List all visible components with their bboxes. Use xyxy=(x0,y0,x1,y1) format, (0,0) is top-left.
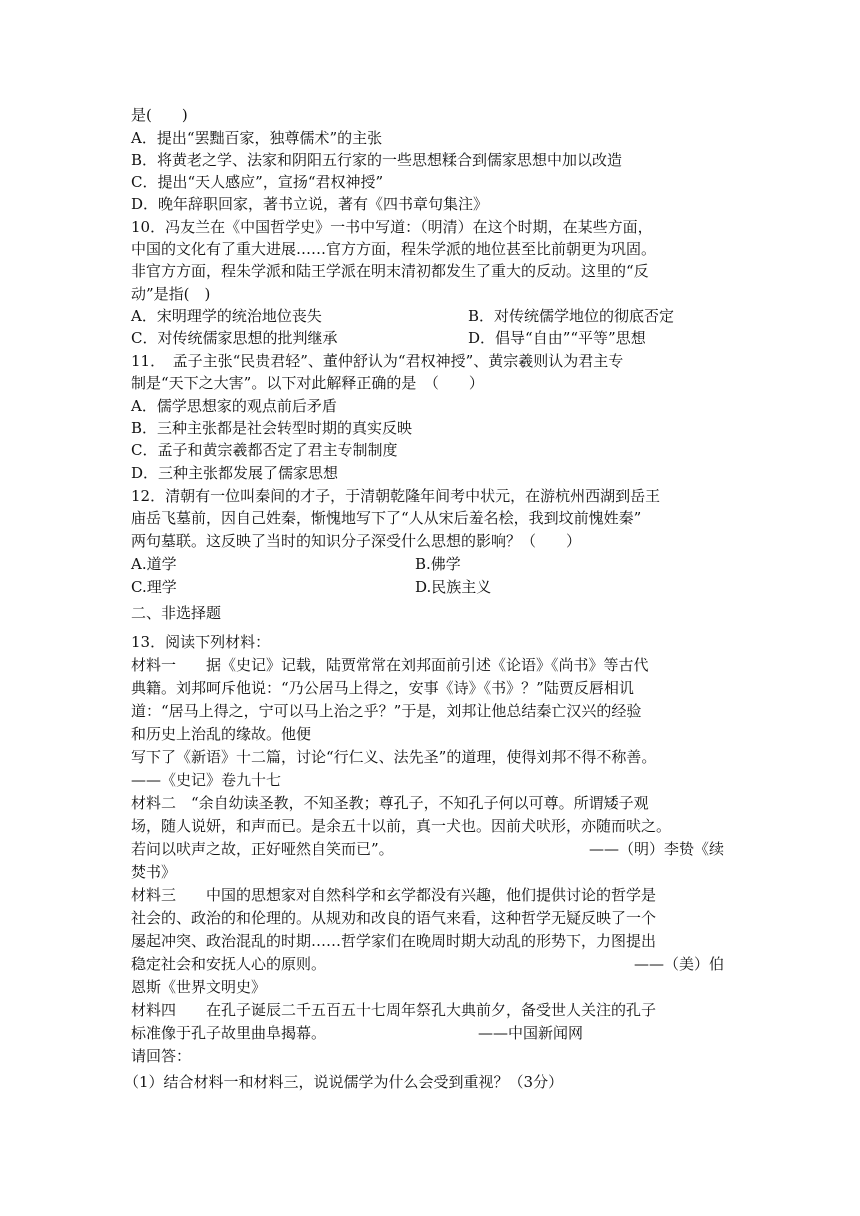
q11-option-c: C．孟子和黄宗羲都否定了君主专制制度 xyxy=(131,441,398,459)
q10-stem-line-2: 中国的文化有了重大进展……官方方面，程朱学派的地位甚至比前朝更为巩固。 xyxy=(131,240,657,258)
q12-option-d: D.民族主义 xyxy=(415,578,492,596)
q10-stem-line-1: 10．冯友兰在《中国哲学史》一书中写道：（明清）在这个时期，在某些方面， xyxy=(131,218,653,236)
q12-option-c: C.理学 xyxy=(131,578,177,596)
material-3-source: ——（美）伯 xyxy=(633,955,724,973)
material-3-line-2: 社会的、政治的和伦理的。从规劝和改良的语气来看，这种哲学无疑反映了一个 xyxy=(131,909,657,927)
q11-option-b: B．三种主张都是社会转型时期的真实反映 xyxy=(131,419,413,437)
q13-intro: 13．阅读下列材料： xyxy=(131,633,271,651)
material-1-line-3: 道：“居马上得之，宁可以马上治之乎？”于是，刘邦让他总结秦亡汉兴的经验 xyxy=(131,702,642,720)
material-2-source: ——（明）李贽《续 xyxy=(588,840,724,858)
material-3-line-1: 材料三 中国的思想家对自然科学和玄学都没有兴趣，他们提供讨论的哲学是 xyxy=(131,886,657,904)
material-3-line-4: 稳定社会和安抚人心的原则。 xyxy=(131,955,327,973)
material-1-line-5: 写下了《新语》十二篇，讨论“行仁义、法先圣”的道理，使得刘邦不得不称善。 xyxy=(131,748,657,766)
q11-stem-line-2: 制是“天下之大害”。以下对此解释正确的是 （ ） xyxy=(131,374,484,392)
q10-stem-line-4: 动”是指( ) xyxy=(131,285,211,303)
q12-stem-line-3: 两句墓联。这反映了当时的知识分子深受什么思想的影响？（ ） xyxy=(131,532,582,550)
q10-option-d: D．倡导“自由”“平等”思想 xyxy=(468,329,646,347)
q9-option-a: A．提出“罢黜百家，独尊儒术”的主张 xyxy=(131,129,383,147)
q12-option-a: A.道学 xyxy=(131,555,177,573)
material-4-source: ——中国新闻网 xyxy=(478,1024,584,1042)
sub-question-1: （1）结合材料一和材料三，说说儒学为什么会受到重视？（3分） xyxy=(124,1073,564,1091)
material-1-line-4: 和历史上治乱的缘故。他便 xyxy=(131,725,312,743)
q10-option-c: C．对传统儒家思想的批判继承 xyxy=(131,329,338,347)
material-3-source-cont: 恩斯《世界文明史》 xyxy=(131,978,267,996)
q11-stem-line-1: 11． 孟子主张“民贵君轻”、董仲舒认为“君权神授”、黄宗羲则认为君主专 xyxy=(131,352,624,370)
material-1-source: ——《史记》卷九十七 xyxy=(131,771,282,789)
q9-option-c: C．提出“天人感应”，宣扬“君权神授” xyxy=(131,173,384,191)
material-4-line-1: 材料四 在孔子诞辰二千五百五十七周年祭孔大典前夕，备受世人关注的孔子 xyxy=(131,1001,657,1019)
q9-option-b: B．将黄老之学、法家和阴阳五行家的一些思想糅合到儒家思想中加以改造 xyxy=(131,151,623,169)
material-1-line-1: 材料一 据《史记》记载，陆贾常常在刘邦面前引述《论语》《尚书》等古代 xyxy=(131,656,649,674)
q12-stem-line-1: 12．清朝有一位叫秦间的才子，于清朝乾隆年间考中状元，在游杭州西湖到岳王 xyxy=(131,487,661,505)
q9-stem-end: 是( ) xyxy=(131,106,188,124)
q12-option-b: B.佛学 xyxy=(415,555,461,573)
material-2-source-cont: 焚书》 xyxy=(131,863,177,881)
material-2-line-3: 若问以吠声之故，正好哑然自笑而已”。 xyxy=(131,840,394,858)
q10-option-a: A．宋明理学的统治地位丧失 xyxy=(131,307,322,325)
q10-option-b: B．对传统儒学地位的彻底否定 xyxy=(468,307,675,325)
material-3-line-3: 屡起冲突、政治混乱的时期……哲学家们在晚周时期大动乱的形势下，力图提出 xyxy=(131,932,657,950)
q10-stem-line-3: 非官方方面，程朱学派和陆王学派在明末清初都发生了重大的反动。这里的“反 xyxy=(131,262,649,280)
q11-option-d: D．三种主张都发展了儒家思想 xyxy=(131,464,339,482)
section-heading: 二、非选择题 xyxy=(131,604,222,622)
material-4-line-2: 标准像于孔子故里曲阜揭幕。 xyxy=(131,1024,327,1042)
material-2-line-2: 场，随人说妍，和声而已。是余五十以前，真一犬也。因前犬吠形，亦随而吠之。 xyxy=(131,817,672,835)
answer-prompt: 请回答： xyxy=(131,1047,192,1065)
q9-option-d: D．晚年辞职回家，著书立说，著有《四书章句集注》 xyxy=(131,195,489,213)
material-1-line-2: 典籍。刘邦呵斥他说：“乃公居马上得之，安事《诗》《书》？”陆贾反唇相讥 xyxy=(131,679,634,697)
q11-option-a: A．儒学思想家的观点前后矛盾 xyxy=(131,397,337,415)
material-2-line-1: 材料二 “余自幼读圣教，不知圣教；尊孔子，不知孔子何以可尊。所谓矮子观 xyxy=(131,794,649,812)
q12-stem-line-2: 庙岳飞墓前，因自己姓秦，惭愧地写下了“人从宋后羞名桧，我到坟前愧姓秦” xyxy=(131,509,642,527)
